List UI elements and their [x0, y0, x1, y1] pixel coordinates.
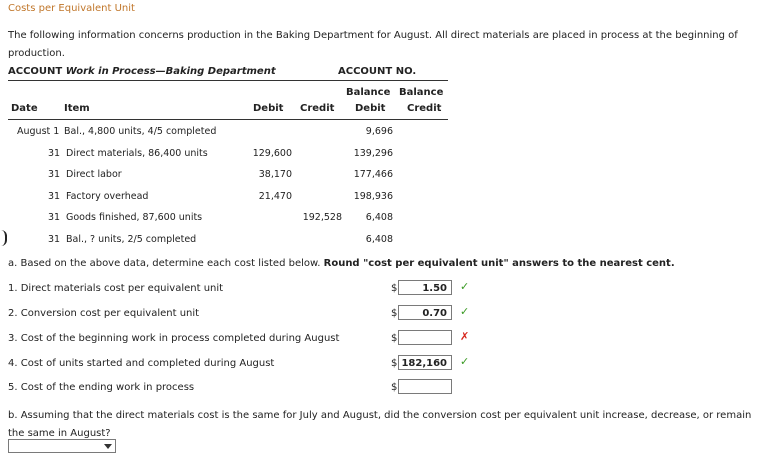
row-item: Bal., 4,800 units, 4/5 completed — [64, 126, 217, 137]
currency-symbol: $ — [391, 333, 398, 344]
row-credit: 192,528 — [302, 212, 342, 223]
currency-symbol: $ — [391, 382, 398, 393]
question-label: 5. Cost of the ending work in process — [8, 382, 195, 393]
row-item: Direct materials, 86,400 units — [66, 148, 208, 159]
row-balance: 139,296 — [353, 148, 393, 159]
row-item: Direct labor — [66, 169, 122, 180]
answer-input[interactable] — [398, 379, 452, 394]
account-number-label: ACCOUNT NO. — [338, 66, 417, 77]
answer-input[interactable]: 0.70 — [398, 305, 452, 320]
balance-header-credit-group: Balance — [399, 87, 444, 98]
part-b-dropdown[interactable] — [8, 439, 116, 453]
row-balance: 6,408 — [365, 234, 393, 245]
answer-input[interactable] — [398, 330, 452, 345]
date-header: Date — [11, 103, 38, 114]
account-title: Work in Process—Baking Department — [65, 66, 276, 77]
currency-symbol: $ — [391, 308, 398, 319]
balance-credit-header: Credit — [407, 103, 442, 114]
row-date: 31 — [48, 234, 61, 245]
row-debit: 21,470 — [258, 191, 292, 202]
account-label: ACCOUNT — [8, 66, 66, 77]
part-a-instruction: a. Based on the above data, determine each cost listed below. — [8, 258, 324, 269]
row-date: 31 — [48, 212, 61, 223]
question-label: 3. Cost of the beginning work in process completed during August — [8, 333, 340, 344]
question-label: 4. Cost of units started and completed during August — [8, 358, 275, 369]
balance-debit-header: Debit — [355, 103, 386, 114]
row-bracket — [0, 230, 7, 246]
row-balance: 177,466 — [353, 169, 393, 180]
row-debit: 129,600 — [252, 148, 292, 159]
intro-text: The following information concerns production in the Baking Department for August. All direct materials are placed in process at the beginning of production. — [8, 30, 738, 59]
currency-symbol: $ — [391, 283, 398, 294]
row-item: Goods finished, 87,600 units — [66, 212, 203, 223]
chevron-down-icon — [104, 444, 112, 449]
checkmark-icon: ✓ — [460, 355, 470, 368]
question-label: 2. Conversion cost per equivalent unit — [8, 308, 200, 319]
checkmark-icon: ✓ — [460, 280, 470, 293]
row-date: 31 — [48, 169, 61, 180]
row-date: August 1 — [17, 126, 60, 137]
part-a-rounding-note: Round "cost per equivalent unit" answers to the nearest cent. — [323, 258, 675, 269]
row-item: Bal., ? units, 2/5 completed — [66, 234, 197, 245]
account-name — [8, 66, 276, 77]
part-b-prompt: b. Assuming that the direct materials cost is the same for July and August, did the conversion cost per equivalent unit increase, decrease, or remain the same in August? — [8, 410, 752, 439]
row-item: Factory overhead — [66, 191, 149, 202]
row-balance: 198,936 — [353, 191, 393, 202]
item-header: Item — [64, 103, 90, 114]
account-rule — [8, 80, 448, 81]
row-debit: 38,170 — [258, 169, 292, 180]
checkmark-icon: ✓ — [460, 305, 470, 318]
x-mark-icon: ✗ — [460, 330, 470, 343]
row-balance: 9,696 — [365, 126, 393, 137]
part-a-prompt — [8, 258, 675, 269]
question-label: 1. Direct materials cost per equivalent unit — [8, 283, 224, 294]
row-date: 31 — [48, 148, 61, 159]
currency-symbol: $ — [391, 358, 398, 369]
answer-input[interactable]: 1.50 — [398, 280, 452, 295]
page-title: Costs per Equivalent Unit — [8, 3, 135, 14]
debit-header: Debit — [253, 103, 284, 114]
row-balance: 6,408 — [365, 212, 393, 223]
credit-header: Credit — [300, 103, 335, 114]
row-date: 31 — [48, 191, 61, 202]
balance-header-debit-group: Balance — [346, 87, 391, 98]
header-rule — [8, 119, 448, 120]
answer-input[interactable]: 182,160 — [398, 355, 452, 370]
